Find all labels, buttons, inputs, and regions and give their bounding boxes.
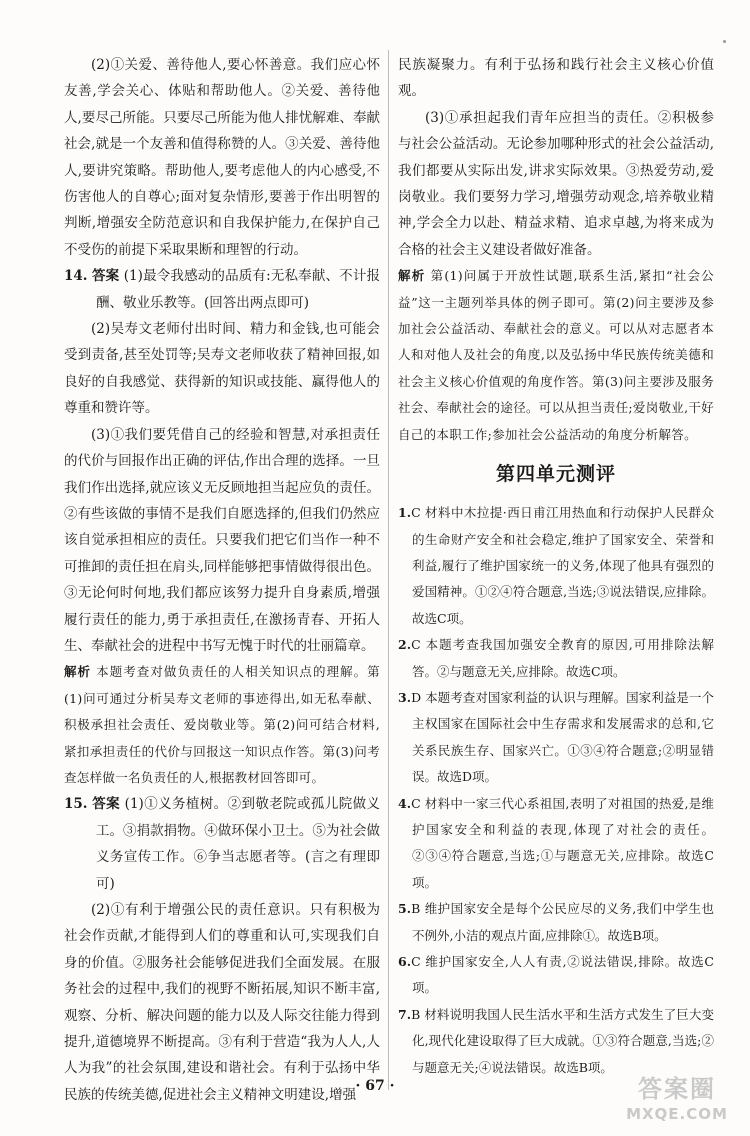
q15-answer-part1: (1)①义务植树。②到敬老院或孤儿院做义工。③捐款捐物。④做环保小卫士。⑤为社会做义务宣传工作。⑥争当志愿者等。(言之有理即可): [96, 796, 380, 892]
q14-answer-part1: (1)最令我感动的品质有:无私奉献、不计报酬、敬业乐教等。(回答出两点即可): [96, 268, 381, 311]
item-number: 4.: [398, 795, 412, 811]
item-text: C 材料中木拉提·西日甫江用热血和行动保护人民群众的生命财产安全和社会稳定,维护了国家安全、荣誉和利益,履行了维护国家统一的义务,体现了他具有强烈的爱国精神。①②④符合题意,当选;③说法错误,应排除。故选C项。: [411, 505, 714, 626]
q15-answer-label: 答案: [92, 796, 120, 813]
list-item: [398, 1002, 714, 1081]
item-number: 6.: [398, 954, 412, 969]
item-text: C 本题考查我国加强安全教育的原因,可用排除法解答。②与题意无关,应排除。故选C项。: [411, 637, 714, 679]
left-column: [64, 52, 380, 1108]
answer-list: [398, 500, 714, 1081]
page-number: · 67 ·: [355, 1078, 395, 1094]
q15-analysis-text: 第(1)问属于开放性试题,联系生活,紧扣“社会公益”这一主题列举具体的例子即可。第(2)问主要涉及参加社会公益活动、奉献社会的意义。可以从对志愿者本人和对他人及社会的角度,以及弘扬中华民族传统美德和社会主义核心价值观的角度作答。第(3)问主要涉及服务社会、奉献社会的途径。可以从担当责任;爱岗敬业,干好自己的本职工作;参加社会公益活动的角度分析解答。: [398, 268, 714, 442]
watermark-logo: [612, 1074, 742, 1130]
item-text: C 维护国家安全,人人有责,②说法错误,排除。故选C项。: [411, 954, 714, 996]
q15-answer: [64, 791, 380, 897]
list-item: [398, 500, 714, 632]
section-title: 第四单元测评: [495, 463, 616, 486]
q14-answer-part3: (3)①我们要凭借自己的经验和智慧,对承担责任的代价与回报作出正确的评估,作出合理的选择。一旦我们作出选择,就应该义无反顾地担当起应负的责任。②有些该做的事情不是我们自愿选择的,但我们仍然应该自觉承担相应的责任。只要我们把它们当作一种不可推卸的责任担在肩头,同样能够把事情做得很出色。③无论何时何地,我们都应该努力提升自身素质,增强履行责任的能力,勇于承担责任,在激扬青春、开拓人生、奉献社会的进程中书写无愧于时代的壮丽篇章。: [64, 426, 380, 654]
item-text: C 材料中一家三代心系祖国,表明了对祖国的热爱,是维护国家安全和利益的表现,体现了对社会的责任。②③④符合题意,当选;①与题意无关,应排除。故选C项。: [411, 795, 714, 890]
corner-dot: [723, 40, 726, 43]
item-text: D 本题考查对国家利益的认识与理解。国家利益是一个主权国家在国际社会中生存需求和发展需求的总和,它关系民族生存、国家兴亡。①③④符合题意;②明显错误。故选D项。: [411, 689, 714, 785]
q15-answer-part3: (3)①承担起我们青年应担当的责任。②积极参与社会公益活动。无论参加哪种形式的社会公益活动,我们都要从实际出发,讲求实际效果。③热爱劳动,爱岗敬业。我们要努力学习,增强劳动观念,培养敬业精神,学会全力以赴、精益求精、追求卓越,为将来成为合格的社会主义建设者做好准备。: [398, 109, 714, 258]
item-number: 5.: [398, 901, 412, 917]
q14-number: 14.: [64, 268, 88, 285]
list-item: [398, 896, 714, 949]
right-column: [398, 52, 714, 1081]
q14-analysis-label: 解析: [64, 664, 92, 680]
q14-answer-label: 答案: [91, 268, 120, 285]
q15-analysis: [398, 263, 714, 448]
q14-answer-part2: (2)吴寿文老师付出时间、精力和金钱,也可能会受到责备,甚至处罚等;吴寿文老师收获了精神回报,如良好的自我感觉、获得新的知识或技能、赢得他人的尊重和赞许等。: [64, 321, 380, 417]
watermark-text: 答案圈: [638, 1075, 716, 1103]
list-item: [398, 632, 714, 685]
item-number: 7.: [398, 1006, 412, 1022]
item-text: B 维护国家安全是每个公民应尽的义务,我们中学生也不例外,小洁的观点片面,应排除①。故选B项。: [411, 901, 714, 943]
q15-number: 15.: [64, 796, 88, 813]
q14-analysis-text: 本题考查对做负责任的人相关知识点的理解。第(1)问可通过分析吴寿文老师的事迹得出,如无私奉献、积极承担社会责任、爱岗敬业等。第(2)问可结合材料,紧扣承担责任的代价与回报这一知识点作答。第(3)问考查怎样做一名负责任的人,根据教材回答即可。: [64, 664, 380, 785]
q15-answer-part2-continued: 民族凝聚力。有利于弘扬和践行社会主义核心价值观。: [398, 57, 714, 100]
q14-analysis: [64, 659, 380, 791]
item-text: B 材料说明我国人民生活水平和生活方式发生了巨大变化,现代化建设取得了巨大成就。①③符合题意,当选;②与题意无关;④说法错误。故选B项。: [411, 1006, 714, 1075]
list-item: [398, 791, 714, 897]
list-item: [398, 949, 714, 1002]
q15-answer-part2: (2)①有利于增强公民的责任意识。只有积极为社会作贡献,才能得到人们的尊重和认可,实现我们自身的价值。②服务社会能够促进我们全面发展。在服务社会的过程中,我们的视野不断拓展,知识不断丰富,观察、分析、解决问题的能力以及人际交往能力得到提升,道德境界不断提高。③有利于营造“我为人人,人人为我”的社会氛围,建设和谐社会。有利于弘扬中华民族的传统美德,促进社会主义精神文明建设,增强: [64, 902, 380, 1103]
q14-answer: [64, 263, 380, 316]
q15-analysis-label: 解析: [398, 268, 426, 284]
list-item: [398, 685, 714, 791]
column-divider: [388, 50, 389, 1090]
watermark-url: MXQE.COM: [626, 1105, 728, 1123]
q13-answer-part2: (2)①关爱、善待他人,要心怀善意。我们应心怀友善,学会关心、体贴和帮助他人。②关爱、善待他人,要尽己所能。只要尽己所能为他人排忧解难、奉献社会,就是一个友善和值得称赞的人。③关爱、善待他人,要讲究策略。帮助他人,要考虑他人的内心感受,不伤害他人的自尊心;面对复杂情形,要善于作出明智的判断,增强安全防范意识和自我保护能力,在保护自己不受伤的前提下采取果断和理智的行动。: [64, 57, 380, 258]
item-number: 3.: [398, 689, 412, 705]
item-number: 2.: [398, 637, 412, 653]
item-number: 1.: [398, 505, 412, 521]
